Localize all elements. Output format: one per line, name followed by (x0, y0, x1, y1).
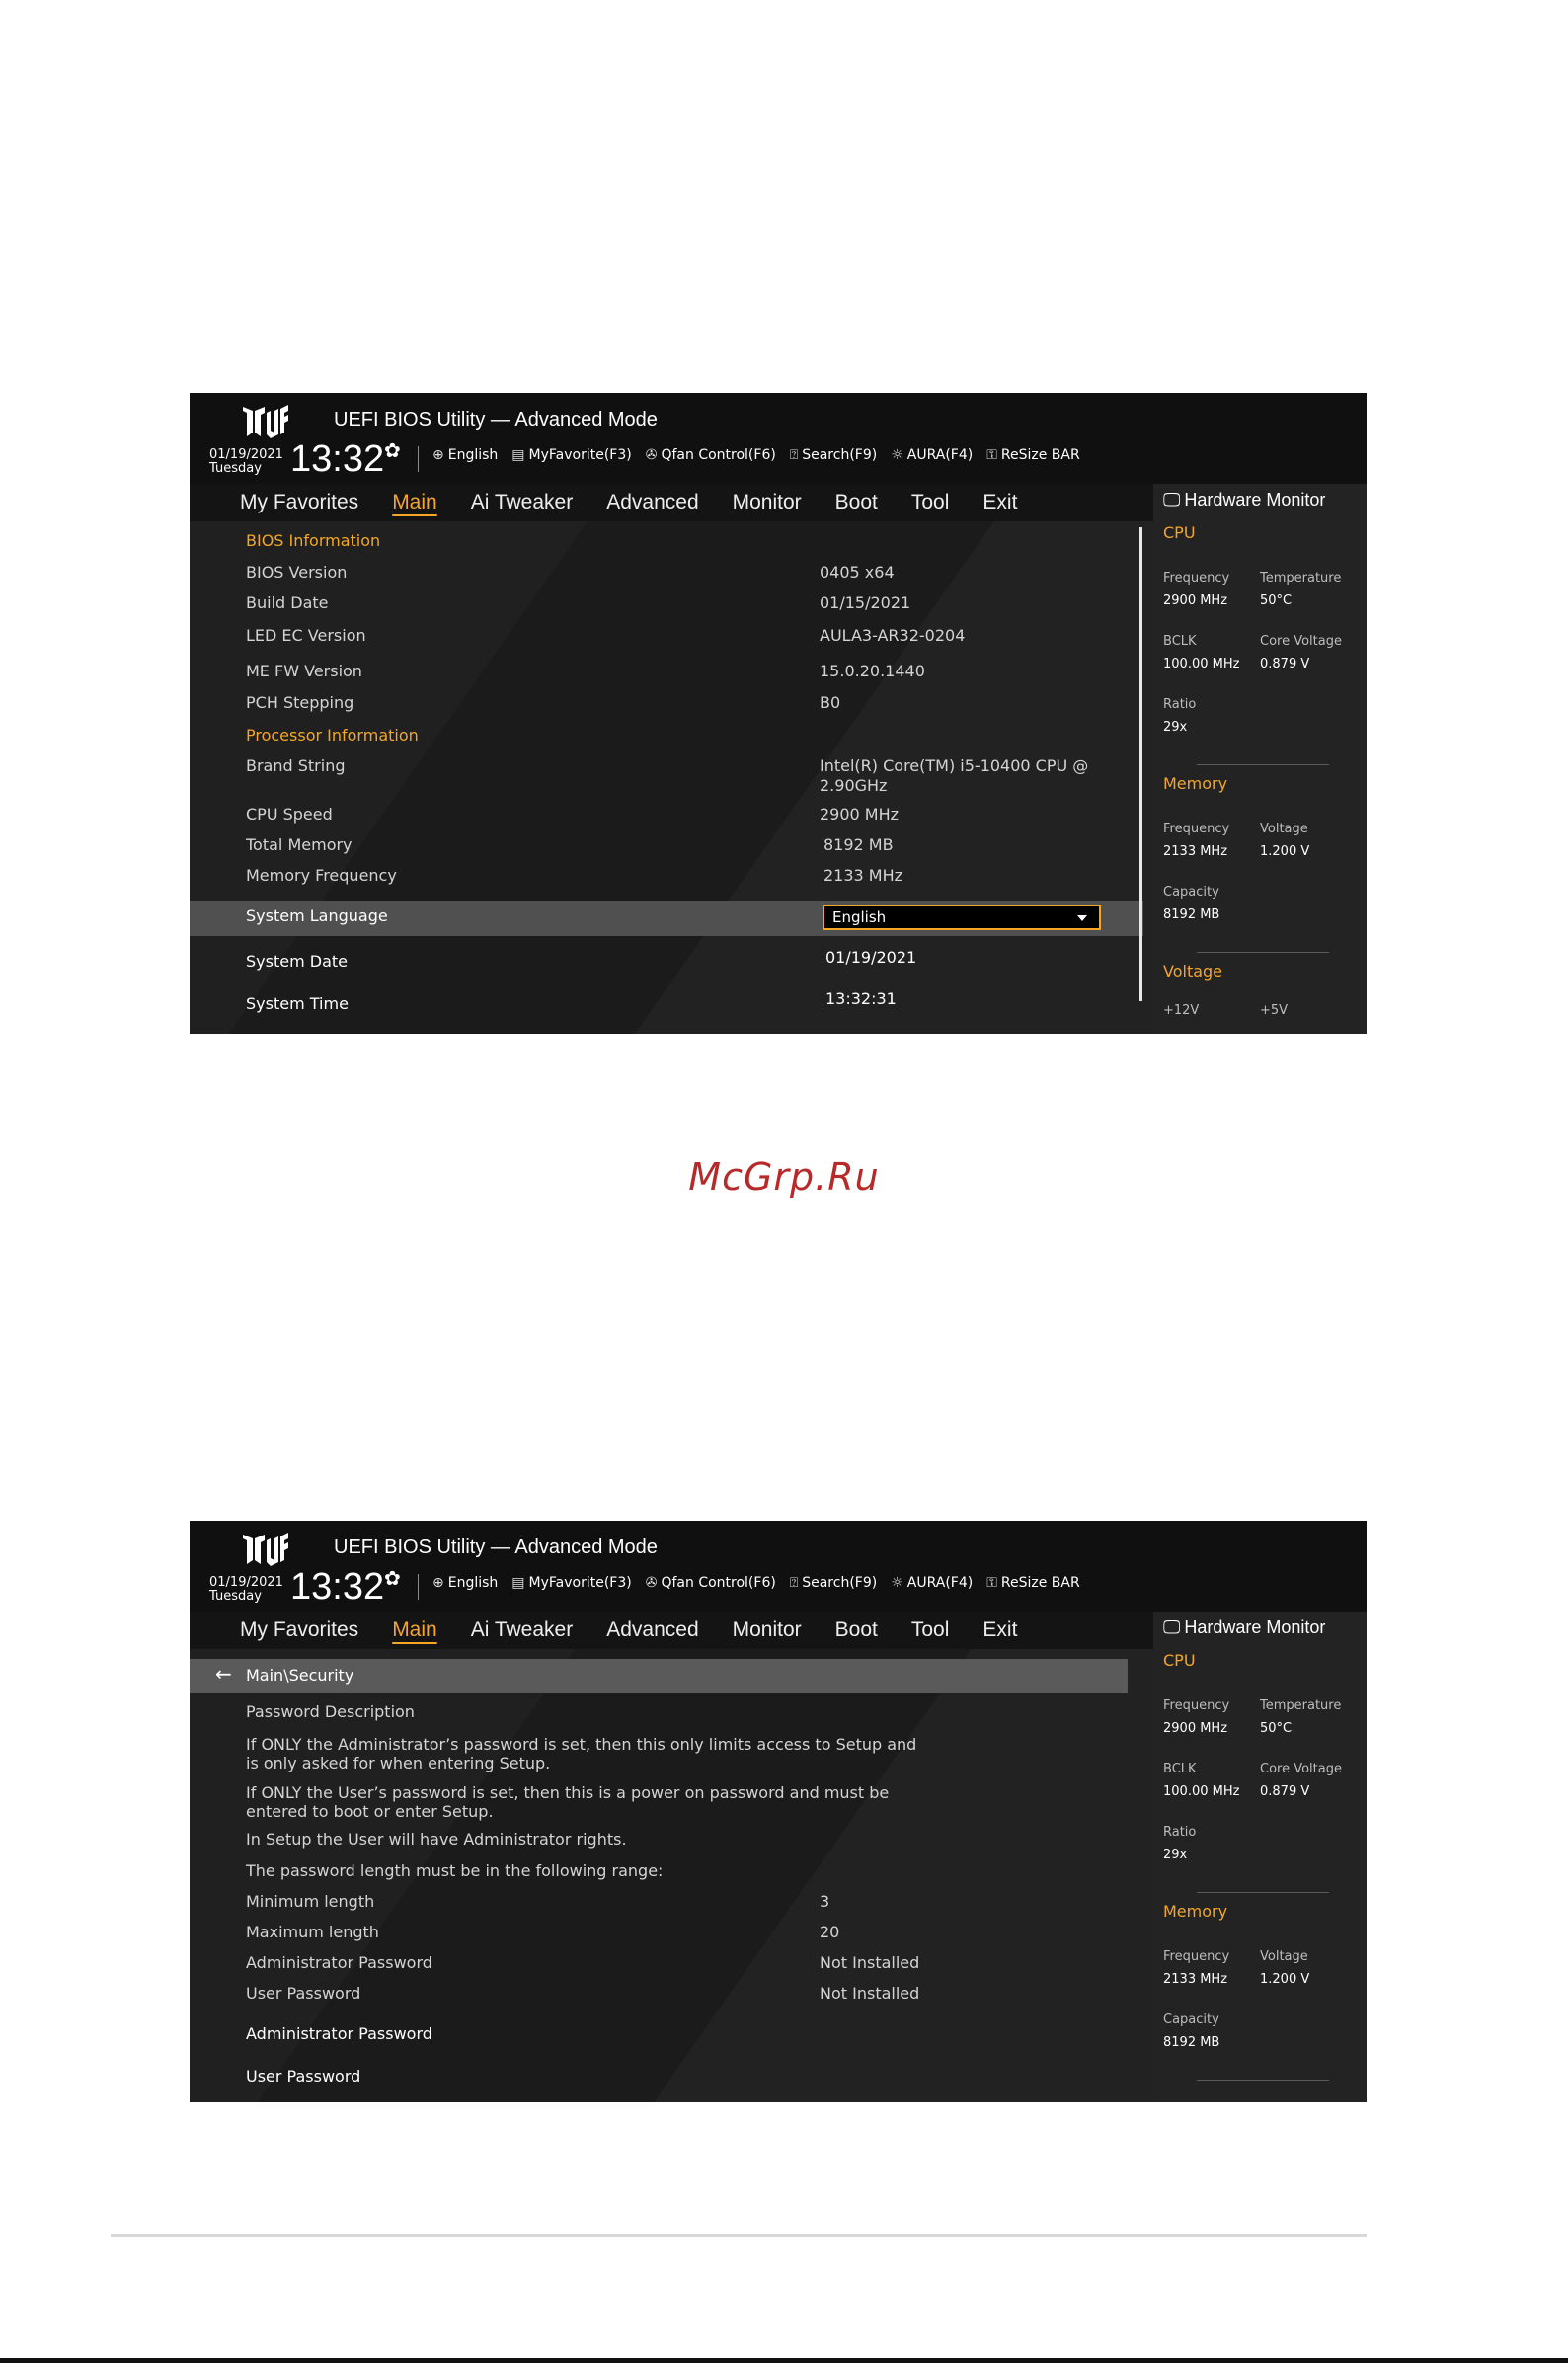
hw-core-voltage-label: Core Voltage (1260, 1762, 1342, 1776)
myfavorite-label: MyFavorite(F3) (528, 1575, 632, 1591)
hardware-monitor-panel (1153, 1612, 1367, 2102)
system-date-label: System Date (246, 952, 348, 971)
aura-label: AURA(F4) (906, 1575, 974, 1591)
description-line: The password length must be in the following range: (246, 1861, 664, 1880)
globe-icon: ⊕ (432, 1575, 444, 1591)
me-fw-version-label: ME FW Version (246, 662, 362, 680)
tab-main[interactable]: Main (392, 491, 437, 513)
processor-information-title: Processor Information (246, 726, 419, 745)
resize-bar-icon: ⚿ (986, 1575, 997, 1591)
myfavorite-button[interactable] (511, 447, 631, 463)
menu-bar (190, 1612, 1153, 1649)
language-label: English (447, 1575, 499, 1591)
date-display (209, 448, 283, 476)
bios-version-value: 0405 x64 (820, 563, 895, 582)
tab-advanced[interactable]: Advanced (606, 1618, 699, 1641)
hw-bclk: 100.00 MHz (1163, 657, 1240, 671)
user-password-status-label: User Password (246, 1984, 361, 2003)
bios-information-title: BIOS Information (246, 531, 381, 550)
resize-bar-label: ReSize BAR (1000, 1575, 1080, 1591)
search-button[interactable] (790, 447, 877, 463)
led-ec-version-value: AULA3-AR32-0204 (820, 626, 966, 645)
monitor-icon: 🖵 (1163, 1617, 1181, 1637)
hw-divider (1197, 764, 1329, 765)
fan-icon: ✇ (645, 1575, 658, 1591)
hw-cpu-frequency-label: Frequency (1163, 571, 1230, 586)
hw-divider (1197, 1892, 1329, 1893)
hardware-monitor-label: Hardware Monitor (1184, 1617, 1326, 1637)
admin-password-status-label: Administrator Password (246, 1953, 432, 1972)
system-language-label: System Language (246, 906, 388, 925)
me-fw-version-value: 15.0.20.1440 (820, 662, 925, 680)
qfan-button[interactable] (646, 447, 776, 463)
hw-cpu-temperature-label: Temperature (1260, 1698, 1342, 1713)
hw-ratio-label: Ratio (1163, 697, 1197, 712)
pch-stepping-label: PCH Stepping (246, 693, 354, 712)
hw-mem-capacity: 8192 MB (1163, 907, 1220, 922)
hw-cpu-frequency: 2900 MHz (1163, 593, 1228, 608)
hw-bclk-label: BCLK (1163, 634, 1197, 649)
hw-memory-title: Memory (1163, 1902, 1228, 1921)
hw-cpu-title: CPU (1163, 523, 1196, 542)
menu-bar (190, 484, 1153, 521)
resize-bar-button[interactable] (986, 1575, 1079, 1591)
scrollbar[interactable] (1139, 527, 1142, 1001)
tab-tool[interactable]: Tool (910, 491, 950, 513)
hw-cpu-temperature-label: Temperature (1260, 571, 1342, 586)
system-date-value[interactable]: 01/19/2021 (825, 948, 917, 967)
language-button[interactable] (432, 1575, 498, 1591)
search-label: Search(F9) (802, 1575, 878, 1591)
gear-icon[interactable]: ✿ (384, 438, 401, 462)
memory-frequency-label: Memory Frequency (246, 866, 397, 885)
watermark: McGrp.Ru (688, 1155, 880, 1199)
tab-main[interactable]: Main (392, 1618, 437, 1641)
hw-mem-frequency-label: Frequency (1163, 1949, 1230, 1964)
tab-my-favorites[interactable]: My Favorites (240, 1618, 359, 1641)
hw-divider (1197, 2080, 1329, 2081)
hw-mem-voltage-label: Voltage (1260, 822, 1308, 836)
tab-monitor[interactable]: Monitor (732, 1618, 802, 1641)
search-label: Search(F9) (802, 447, 878, 463)
resize-bar-button[interactable] (986, 447, 1079, 463)
day-text: Tuesday (209, 1589, 262, 1604)
hw-bclk: 100.00 MHz (1163, 1784, 1240, 1799)
system-language-select[interactable] (823, 905, 1101, 930)
tab-advanced[interactable]: Advanced (606, 491, 699, 513)
build-date-label: Build Date (246, 593, 329, 612)
qfan-button[interactable] (646, 1575, 776, 1591)
chevron-down-icon (1077, 915, 1087, 921)
monitor-icon: 🖵 (1163, 490, 1181, 510)
description-line: In Setup the User will have Administrator rights. (246, 1830, 627, 1849)
maximum-length-label: Maximum length (246, 1923, 379, 1941)
date-display (209, 1576, 283, 1604)
maximum-length-value: 20 (820, 1923, 840, 1941)
tuf-logo-icon (241, 1531, 290, 1566)
bios-screen-security (190, 1521, 1367, 2102)
breadcrumb-text: Main\Security (246, 1666, 354, 1685)
resize-bar-icon: ⚿ (986, 447, 997, 463)
build-date-value: 01/15/2021 (820, 593, 911, 612)
page-bottom-border (0, 2358, 1568, 2363)
hardware-monitor-title (1163, 1617, 1325, 1638)
date-text: 01/19/2021 (209, 447, 283, 462)
hw-mem-frequency: 2133 MHz (1163, 844, 1228, 859)
minimum-length-value: 3 (820, 1892, 830, 1911)
search-button[interactable] (790, 1575, 877, 1591)
hardware-monitor-panel (1153, 484, 1367, 1034)
hw-cpu-frequency: 2900 MHz (1163, 1721, 1228, 1736)
bios-screen-main (190, 393, 1367, 1034)
minimum-length-label: Minimum length (246, 1892, 375, 1911)
breadcrumb[interactable] (190, 1659, 1128, 1693)
hw-mem-capacity: 8192 MB (1163, 2035, 1220, 2050)
tab-exit[interactable]: Exit (982, 491, 1018, 513)
tuf-logo-icon (241, 403, 290, 438)
brand-string-line2: 2.90GHz (820, 776, 888, 795)
admin-password-status-value: Not Installed (820, 1953, 920, 1972)
date-text: 01/19/2021 (209, 1575, 283, 1590)
hw-voltage-title: Voltage (1163, 962, 1223, 981)
aura-light-icon: ☼ (891, 447, 903, 463)
hw-mem-capacity-label: Capacity (1163, 885, 1219, 900)
tab-my-favorites[interactable]: My Favorites (240, 491, 359, 513)
search-help-icon: ⍰ (789, 1575, 799, 1591)
fan-icon: ✇ (645, 447, 658, 463)
description-line: If ONLY the Administrator’s password is set, then this only limits access to Setup and (246, 1735, 917, 1754)
memory-frequency-value: 2133 MHz (823, 866, 903, 885)
clock[interactable]: 13:32 (290, 1566, 385, 1608)
hw-cpu-title: CPU (1163, 1651, 1196, 1670)
back-arrow-icon[interactable]: ← (215, 1662, 232, 1686)
top-bar (190, 393, 1367, 484)
favorite-list-icon: ▤ (511, 447, 525, 463)
language-label: English (447, 447, 499, 463)
cpu-speed-label: CPU Speed (246, 805, 333, 824)
hardware-monitor-title (1163, 490, 1325, 511)
search-help-icon: ⍰ (789, 447, 799, 463)
system-time-label: System Time (246, 994, 349, 1013)
aura-button[interactable] (891, 1575, 973, 1591)
brand-string-line1: Intel(R) Core(TM) i5-10400 CPU @ (820, 756, 1089, 775)
tab-tool[interactable]: Tool (910, 1618, 950, 1641)
hw-cpu-temperature: 50°C (1260, 1721, 1293, 1736)
total-memory-label: Total Memory (246, 835, 353, 854)
aura-button[interactable] (891, 447, 973, 463)
qfan-label: Qfan Control(F6) (661, 447, 776, 463)
led-ec-version-label: LED EC Version (246, 626, 366, 645)
system-language-value: English (832, 908, 887, 926)
tab-ai-tweaker[interactable]: Ai Tweaker (470, 491, 574, 513)
toolbar (432, 1575, 1080, 1591)
resize-bar-label: ReSize BAR (1000, 447, 1080, 463)
tab-boot[interactable]: Boot (834, 1618, 878, 1641)
language-button[interactable] (432, 447, 498, 463)
hw-mem-frequency: 2133 MHz (1163, 1972, 1228, 1987)
footer-divider (111, 2234, 1367, 2237)
favorite-list-icon: ▤ (511, 1575, 525, 1591)
hw-mem-capacity-label: Capacity (1163, 2012, 1219, 2027)
system-time-value[interactable]: 13:32:31 (825, 989, 897, 1008)
myfavorite-button[interactable] (511, 1575, 631, 1591)
gear-icon[interactable]: ✿ (384, 1566, 401, 1590)
hw-core-voltage: 0.879 V (1260, 657, 1310, 671)
aura-light-icon: ☼ (891, 1575, 903, 1591)
bios-version-label: BIOS Version (246, 563, 348, 582)
toolbar (432, 447, 1080, 463)
tab-exit[interactable]: Exit (982, 1618, 1018, 1641)
hw-mem-voltage: 1.200 V (1260, 844, 1310, 859)
aura-label: AURA(F4) (906, 447, 974, 463)
total-memory-value: 8192 MB (823, 835, 894, 854)
administrator-password-item[interactable]: Administrator Password (246, 2024, 432, 2043)
hw-ratio-label: Ratio (1163, 1825, 1197, 1840)
top-bar (190, 1521, 1367, 1612)
cpu-speed-value: 2900 MHz (820, 805, 900, 824)
tab-boot[interactable]: Boot (834, 491, 878, 513)
tab-ai-tweaker[interactable]: Ai Tweaker (470, 1618, 574, 1641)
hw-mem-voltage-label: Voltage (1260, 1949, 1308, 1964)
hw-core-voltage: 0.879 V (1260, 1784, 1310, 1799)
window-title: UEFI BIOS Utility — Advanced Mode (334, 1536, 658, 1558)
hw-core-voltage-label: Core Voltage (1260, 634, 1342, 649)
hw-divider (1197, 952, 1329, 953)
myfavorite-label: MyFavorite(F3) (528, 447, 632, 463)
hardware-monitor-label: Hardware Monitor (1184, 490, 1326, 510)
hw-memory-title: Memory (1163, 774, 1228, 793)
hw-mem-voltage: 1.200 V (1260, 1972, 1310, 1987)
description-line: If ONLY the User’s password is set, then this is a power on password and must be (246, 1783, 890, 1802)
user-password-item[interactable]: User Password (246, 2067, 361, 2086)
hw-cpu-temperature: 50°C (1260, 593, 1293, 608)
hw-5v-label: +5V (1260, 1003, 1289, 1018)
qfan-label: Qfan Control(F6) (661, 1575, 776, 1591)
user-password-status-value: Not Installed (820, 1984, 920, 2003)
description-line: entered to boot or enter Setup. (246, 1802, 494, 1821)
hw-ratio: 29x (1163, 720, 1188, 735)
brand-string-value (820, 756, 1088, 796)
brand-string-label: Brand String (246, 756, 346, 775)
globe-icon: ⊕ (432, 447, 444, 463)
password-description-title: Password Description (246, 1702, 415, 1721)
pch-stepping-value: B0 (820, 693, 841, 712)
divider (418, 1574, 419, 1600)
hw-cpu-frequency-label: Frequency (1163, 1698, 1230, 1713)
divider (418, 446, 419, 472)
hw-12v-label: +12V (1163, 1003, 1200, 1018)
hw-ratio: 29x (1163, 1848, 1188, 1862)
window-title: UEFI BIOS Utility — Advanced Mode (334, 409, 658, 431)
hw-mem-frequency-label: Frequency (1163, 822, 1230, 836)
description-line: is only asked for when entering Setup. (246, 1754, 551, 1772)
tab-monitor[interactable]: Monitor (732, 491, 802, 513)
day-text: Tuesday (209, 461, 262, 476)
hw-bclk-label: BCLK (1163, 1762, 1197, 1776)
clock[interactable]: 13:32 (290, 438, 385, 480)
